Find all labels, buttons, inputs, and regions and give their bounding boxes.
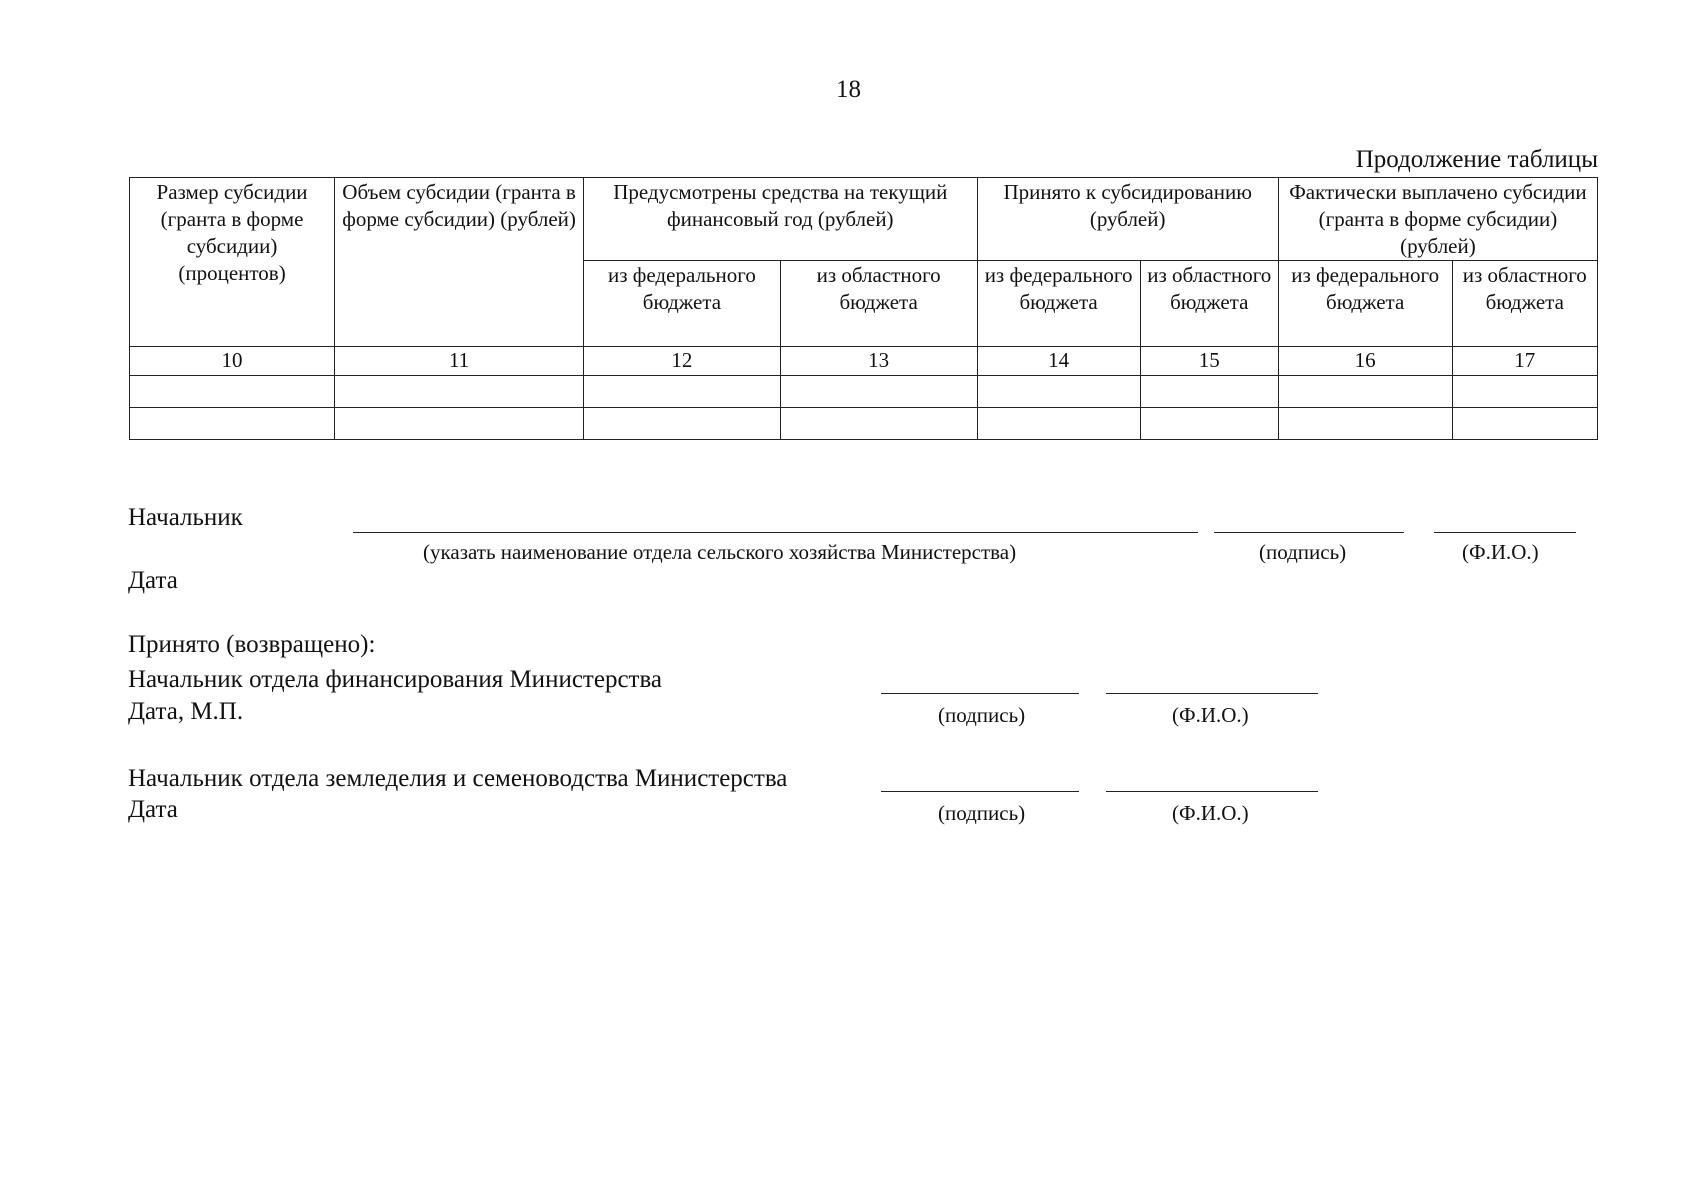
head-signature-caption: (подпись) — [1259, 540, 1347, 564]
department-caption: (указать наименование отдела сельского хозяйства Министерства) — [423, 540, 1017, 564]
table-continuation-label: Продолжение таблицы — [1355, 146, 1598, 173]
column-number: 12 — [584, 347, 781, 376]
column-number: 14 — [977, 347, 1140, 376]
column-number-row — [130, 347, 1598, 376]
column-number: 13 — [780, 347, 977, 376]
table-cell[interactable] — [1452, 376, 1597, 408]
header-accepted-subsidy: Принято к субсидированию (рублей) — [977, 178, 1278, 261]
table-cell[interactable] — [977, 408, 1140, 440]
table-cell[interactable] — [780, 408, 977, 440]
department-name-line[interactable] — [353, 532, 1198, 533]
agri-head-label: Начальник отдела земледелия и семеноводства Министерства — [128, 765, 788, 792]
column-number: 17 — [1452, 347, 1597, 376]
column-number: 10 — [130, 347, 335, 376]
table-cell[interactable] — [335, 376, 584, 408]
subsidy-table — [129, 177, 1598, 440]
table-cell[interactable] — [1140, 376, 1278, 408]
finance-head-label: Начальник отдела финансирования Министерства — [128, 666, 663, 693]
header-paid-federal: из федерального бюджета — [1278, 261, 1452, 347]
head-name-caption: (Ф.И.О.) — [1462, 540, 1539, 564]
agri-signature-line[interactable] — [881, 791, 1079, 792]
header-accepted-federal: из федерального бюджета — [977, 261, 1140, 347]
header-paid-regional: из областного бюджета — [1452, 261, 1597, 347]
finance-name-caption: (Ф.И.О.) — [1172, 703, 1249, 727]
table-cell[interactable] — [335, 408, 584, 440]
table-cell[interactable] — [1278, 408, 1452, 440]
table-row — [130, 408, 1598, 440]
date-label: Дата — [128, 567, 178, 594]
header-planned-federal: из федерального бюджета — [584, 261, 781, 347]
agri-name-caption: (Ф.И.О.) — [1172, 801, 1249, 825]
table-cell[interactable] — [130, 376, 335, 408]
page-number: 18 — [836, 76, 861, 103]
agri-name-line[interactable] — [1106, 791, 1318, 792]
table-cell[interactable] — [1452, 408, 1597, 440]
agri-signature-caption: (подпись) — [938, 801, 1026, 825]
table-cell[interactable] — [1278, 376, 1452, 408]
table-cell[interactable] — [584, 376, 781, 408]
table-cell[interactable] — [584, 408, 781, 440]
column-number: 11 — [335, 347, 584, 376]
finance-signature-caption: (подпись) — [938, 703, 1026, 727]
finance-date-label: Дата, М.П. — [128, 698, 244, 725]
head-label: Начальник — [128, 504, 243, 531]
column-number: 15 — [1140, 347, 1278, 376]
header-planned-regional: из областного бюджета — [780, 261, 977, 347]
table-cell[interactable] — [1140, 408, 1278, 440]
finance-signature-line[interactable] — [881, 693, 1079, 694]
head-name-line[interactable] — [1434, 532, 1576, 533]
header-subsidy-percent: Размер субсидии (гранта в форме субсидии) (процентов) — [130, 178, 335, 347]
table-row — [130, 376, 1598, 408]
header-planned-funds: Предусмотрены средства на текущий финансовый год (рублей) — [584, 178, 977, 261]
table-cell[interactable] — [977, 376, 1140, 408]
header-actually-paid: Фактически выплачено субсидии (гранта в форме субсидии) (рублей) — [1278, 178, 1597, 261]
accepted-label: Принято (возвращено): — [128, 631, 376, 658]
table-cell[interactable] — [130, 408, 335, 440]
header-accepted-regional: из областного бюджета — [1140, 261, 1278, 347]
column-number: 16 — [1278, 347, 1452, 376]
finance-name-line[interactable] — [1106, 693, 1318, 694]
table-cell[interactable] — [780, 376, 977, 408]
header-subsidy-volume: Объем субсидии (гранта в форме субсидии) (рублей) — [335, 178, 584, 347]
head-signature-line[interactable] — [1214, 532, 1404, 533]
agri-date-label: Дата — [128, 796, 178, 823]
